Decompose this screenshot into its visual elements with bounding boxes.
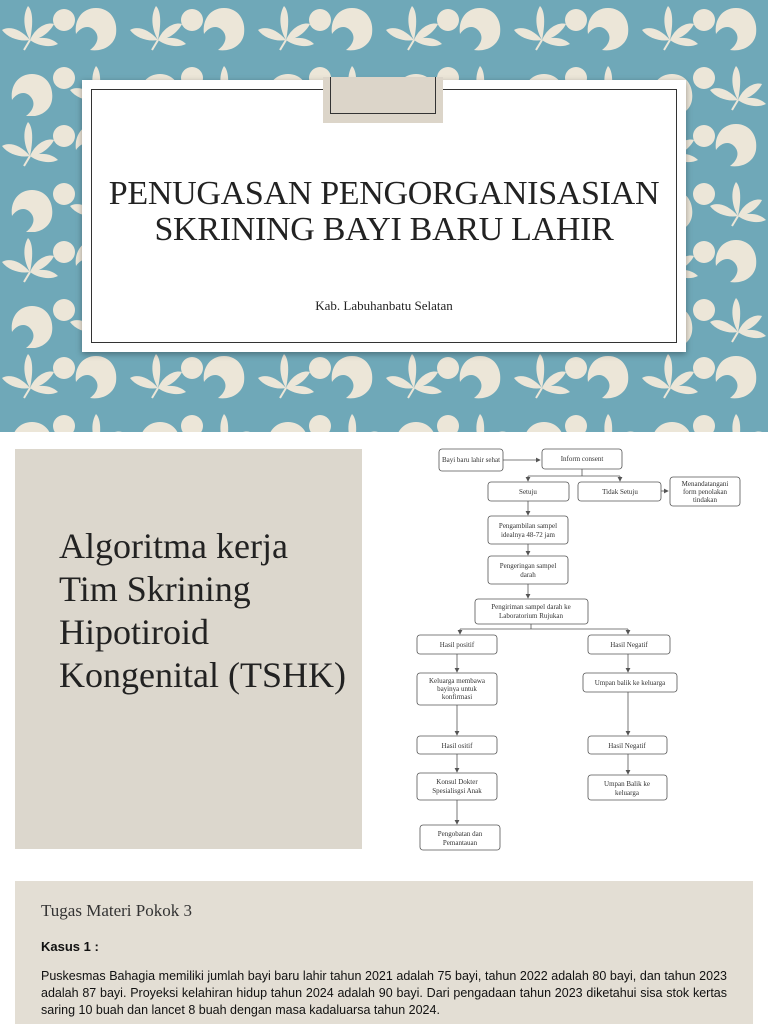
flowchart-label: Umpan balik ke keluarga xyxy=(594,679,666,687)
flowchart-label: Hasil Negatif xyxy=(608,742,646,750)
flowchart-label: Hasil Negatif xyxy=(610,641,648,649)
flowchart-label: darah xyxy=(520,571,536,579)
case-label: Kasus 1 : xyxy=(41,939,99,954)
flowchart-label: tindakan xyxy=(692,496,718,504)
flowchart-label: idealnya 48-72 jam xyxy=(500,531,556,539)
flowchart-label: Hasil ositif xyxy=(441,742,473,750)
flowchart-label: Keluarga membawa xyxy=(428,677,486,685)
flowchart-label: Pemantauan xyxy=(442,839,478,847)
slide-subtitle: Kab. Labuhanbatu Selatan xyxy=(315,298,453,313)
flowchart-label: Inform consent xyxy=(560,455,604,463)
flowchart-label: keluarga xyxy=(615,789,639,797)
title-card xyxy=(82,80,686,352)
flowchart-label: konfirmasi xyxy=(441,693,473,701)
slide-title-line2: SKRINING BAYI BARU LAHIR xyxy=(154,211,614,248)
flowchart-label: Konsul Dokter xyxy=(436,778,478,786)
flowchart-label: Pengeringan sampel xyxy=(499,562,557,570)
slide-title-line1: PENUGASAN PENGORGANISASIAN xyxy=(108,175,660,212)
flowchart-label: Bayi baru lahir sehat xyxy=(441,456,501,464)
flowchart-label: form penolakan xyxy=(682,488,728,496)
flowchart-label: bayinya untuk xyxy=(437,685,477,693)
flowchart-label: Pengiriman sampel darah ke xyxy=(491,603,571,611)
card-tab-inner xyxy=(330,77,436,114)
algorithm-panel xyxy=(15,449,362,849)
algorithm-heading: Algoritma kerja Tim Skrining Hipotiroid Kongenital (TSHK) xyxy=(59,526,346,695)
flowchart-label: Hasil positif xyxy=(439,641,475,649)
slide-title xyxy=(82,176,686,248)
flowchart-label: Setuju xyxy=(519,488,537,496)
flowchart-label: Tidak Setuju xyxy=(602,488,638,496)
flowchart-label: Umpan Balik ke xyxy=(604,780,650,788)
flowchart-label: Pengambilan sampel xyxy=(498,522,558,530)
flowchart-label: Spesialisgsi Anak xyxy=(432,787,482,795)
flow-node-drying xyxy=(488,556,568,584)
card-tab-decoration xyxy=(323,77,443,123)
flow-node-sampling xyxy=(488,516,568,544)
tshk-flowchart xyxy=(410,440,750,860)
title-slide xyxy=(0,0,768,432)
flowchart-label: Laboratorium Rujukan xyxy=(499,612,563,620)
task-panel xyxy=(15,881,753,1024)
flowchart-label: Menandatangani xyxy=(681,480,729,488)
task-heading: Tugas Materi Pokok 3 xyxy=(41,901,192,920)
case-paragraph: Puskesmas Bahagia memiliki jumlah bayi baru lahir tahun 2021 adalah 75 bayi, tahun 2022 adalah 80 bayi, dan tahun 2023 adalah 87 bayi. Proyeksi kelahiran hidup tahun 2024 adalah 90 bayi. Dari pengadaan tahun 2023 diketahui sisa stok kertas saring 10 buah dan lancet 8 buah dengan masa kadaluarsa tahun 2024. xyxy=(41,969,727,1017)
flowchart-label: Pengobatan dan xyxy=(437,830,483,838)
